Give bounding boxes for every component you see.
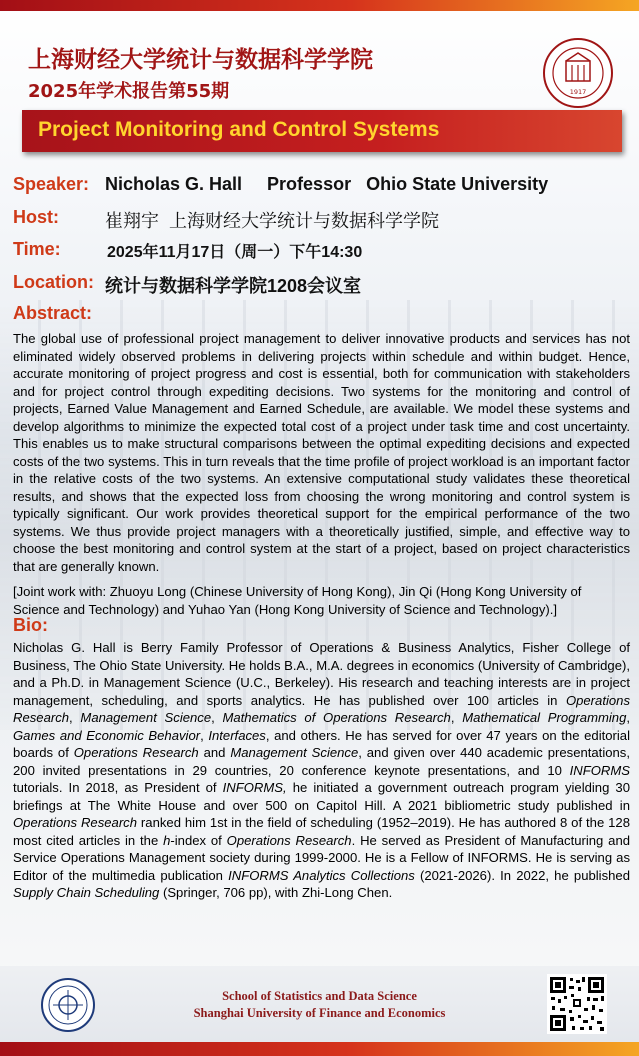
location-value: 统计与数据科学学院1208会议室 xyxy=(105,276,362,296)
bottom-accent-bar xyxy=(0,1042,639,1056)
time-label: Time: xyxy=(13,239,61,259)
location-label: Location: xyxy=(13,272,94,292)
talk-title-banner xyxy=(22,110,622,152)
qr-code-icon xyxy=(547,974,607,1034)
footer-university-name: Shanghai University of Finance and Economics xyxy=(193,1006,446,1020)
school-title: 上海财经大学统计与数据科学学院 xyxy=(28,47,373,73)
host-label: Host: xyxy=(13,207,59,227)
top-accent-bar xyxy=(0,0,639,11)
abstract-joint-work: [Joint work with: Zhuoyu Long (Chinese University of Hong Kong), Jin Qi (Hong Kong University of Science and Technology) and Yuhao Yan (Hong Kong University of Science and Technology).] xyxy=(13,584,582,617)
university-seal-icon xyxy=(542,37,614,109)
time-value: 2025年11月17日（周一）下午14:30 xyxy=(107,244,363,261)
footer-school-name: School of Statistics and Data Science xyxy=(222,989,417,1003)
abstract-label: Abstract: xyxy=(13,303,93,323)
seal-year: 1917 xyxy=(569,88,587,96)
talk-title: Project Monitoring and Control Systems xyxy=(38,118,440,141)
bio-label: Bio: xyxy=(13,615,48,635)
abstract-text: The global use of professional project management to deliver innovative products and services has not eliminated widely observed problems in delivering projects within schedule and within budget. Hence, accurate monitoring of project progress and cost is essential, both for communication with stakeholders and for project control through expediting decisions. Two systems for the monitoring and control of projects, Earned Value Management and Earned Schedule, are available. We model these systems and develop algorithms to minimize the expected total cost of a project under task time and cost uncertainty. This enables us to make structural comparisons between the optimal expediting decisions and expected costs of the two systems. This in turn reveals that the time profile of project workload is an important factor in the relative costs of the two systems. An extensive computational study validates these theoretical results, and shows that the expected loss from choosing the wrong monitoring and control system is typically significant. Our work provides theoretical support for the empirical performance of the two systems. We thus provide project managers with a theoretically justified, simple, and effective way to choose the best monitoring and control system at the start of a project, based on project characteristics that are generally known. xyxy=(13,331,630,574)
report-series-title: 2025年学术报告第55期 xyxy=(28,81,230,102)
bio-text: Nicholas G. Hall is Berry Family Professor of Operations & Business Analytics, Fisher College of Business, The Ohio State University. He holds B.A., M.A. degrees in economics (University of Cambridge), and a Ph.D. in Management Science (U.C., Berkeley). His research and teaching interests are in project management, scheduling, and sports analytics. He has published over 100 articles in Operations Research, Management Science, Mathematics of Operations Research, Mathematical Programming, Games and Economic Behavior, Interfaces, and others. He has served for over 47 years on the editorial boards of Operations Research and Management Science, and given over 440 academic presentations, 200 invited presentations in 29 countries, 20 conference keynote presentations, and 10 INFORMS tutorials. In 2018, as President of INFORMS, he initiated a government outreach program yielding 30 briefings at The White House and over 500 on Capitol Hill. A 2021 bibliometric study published in Operations Research ranked him 1st in the field of scheduling (1952–2019). He has authored 8 of the 128 most cited articles in the h-index of Operations Research. He served as President of Manufacturing and Service Operations Management society during 1999-2000. He is a Fellow of INFORMS. He is serving as Editor of the multimedia publication INFORMS Analytics Collections (2021-2026). In 2022, he published Supply Chain Scheduling (Springer, 706 pp), with Zhi-Long Chen. xyxy=(13,640,631,900)
speaker-value: Nicholas G. Hall Professor Ohio State University xyxy=(105,174,549,194)
school-logo-icon xyxy=(40,977,96,1033)
host-value: 崔翔宇 上海财经大学统计与数据科学学院 xyxy=(105,211,440,231)
speaker-label: Speaker: xyxy=(13,174,90,194)
